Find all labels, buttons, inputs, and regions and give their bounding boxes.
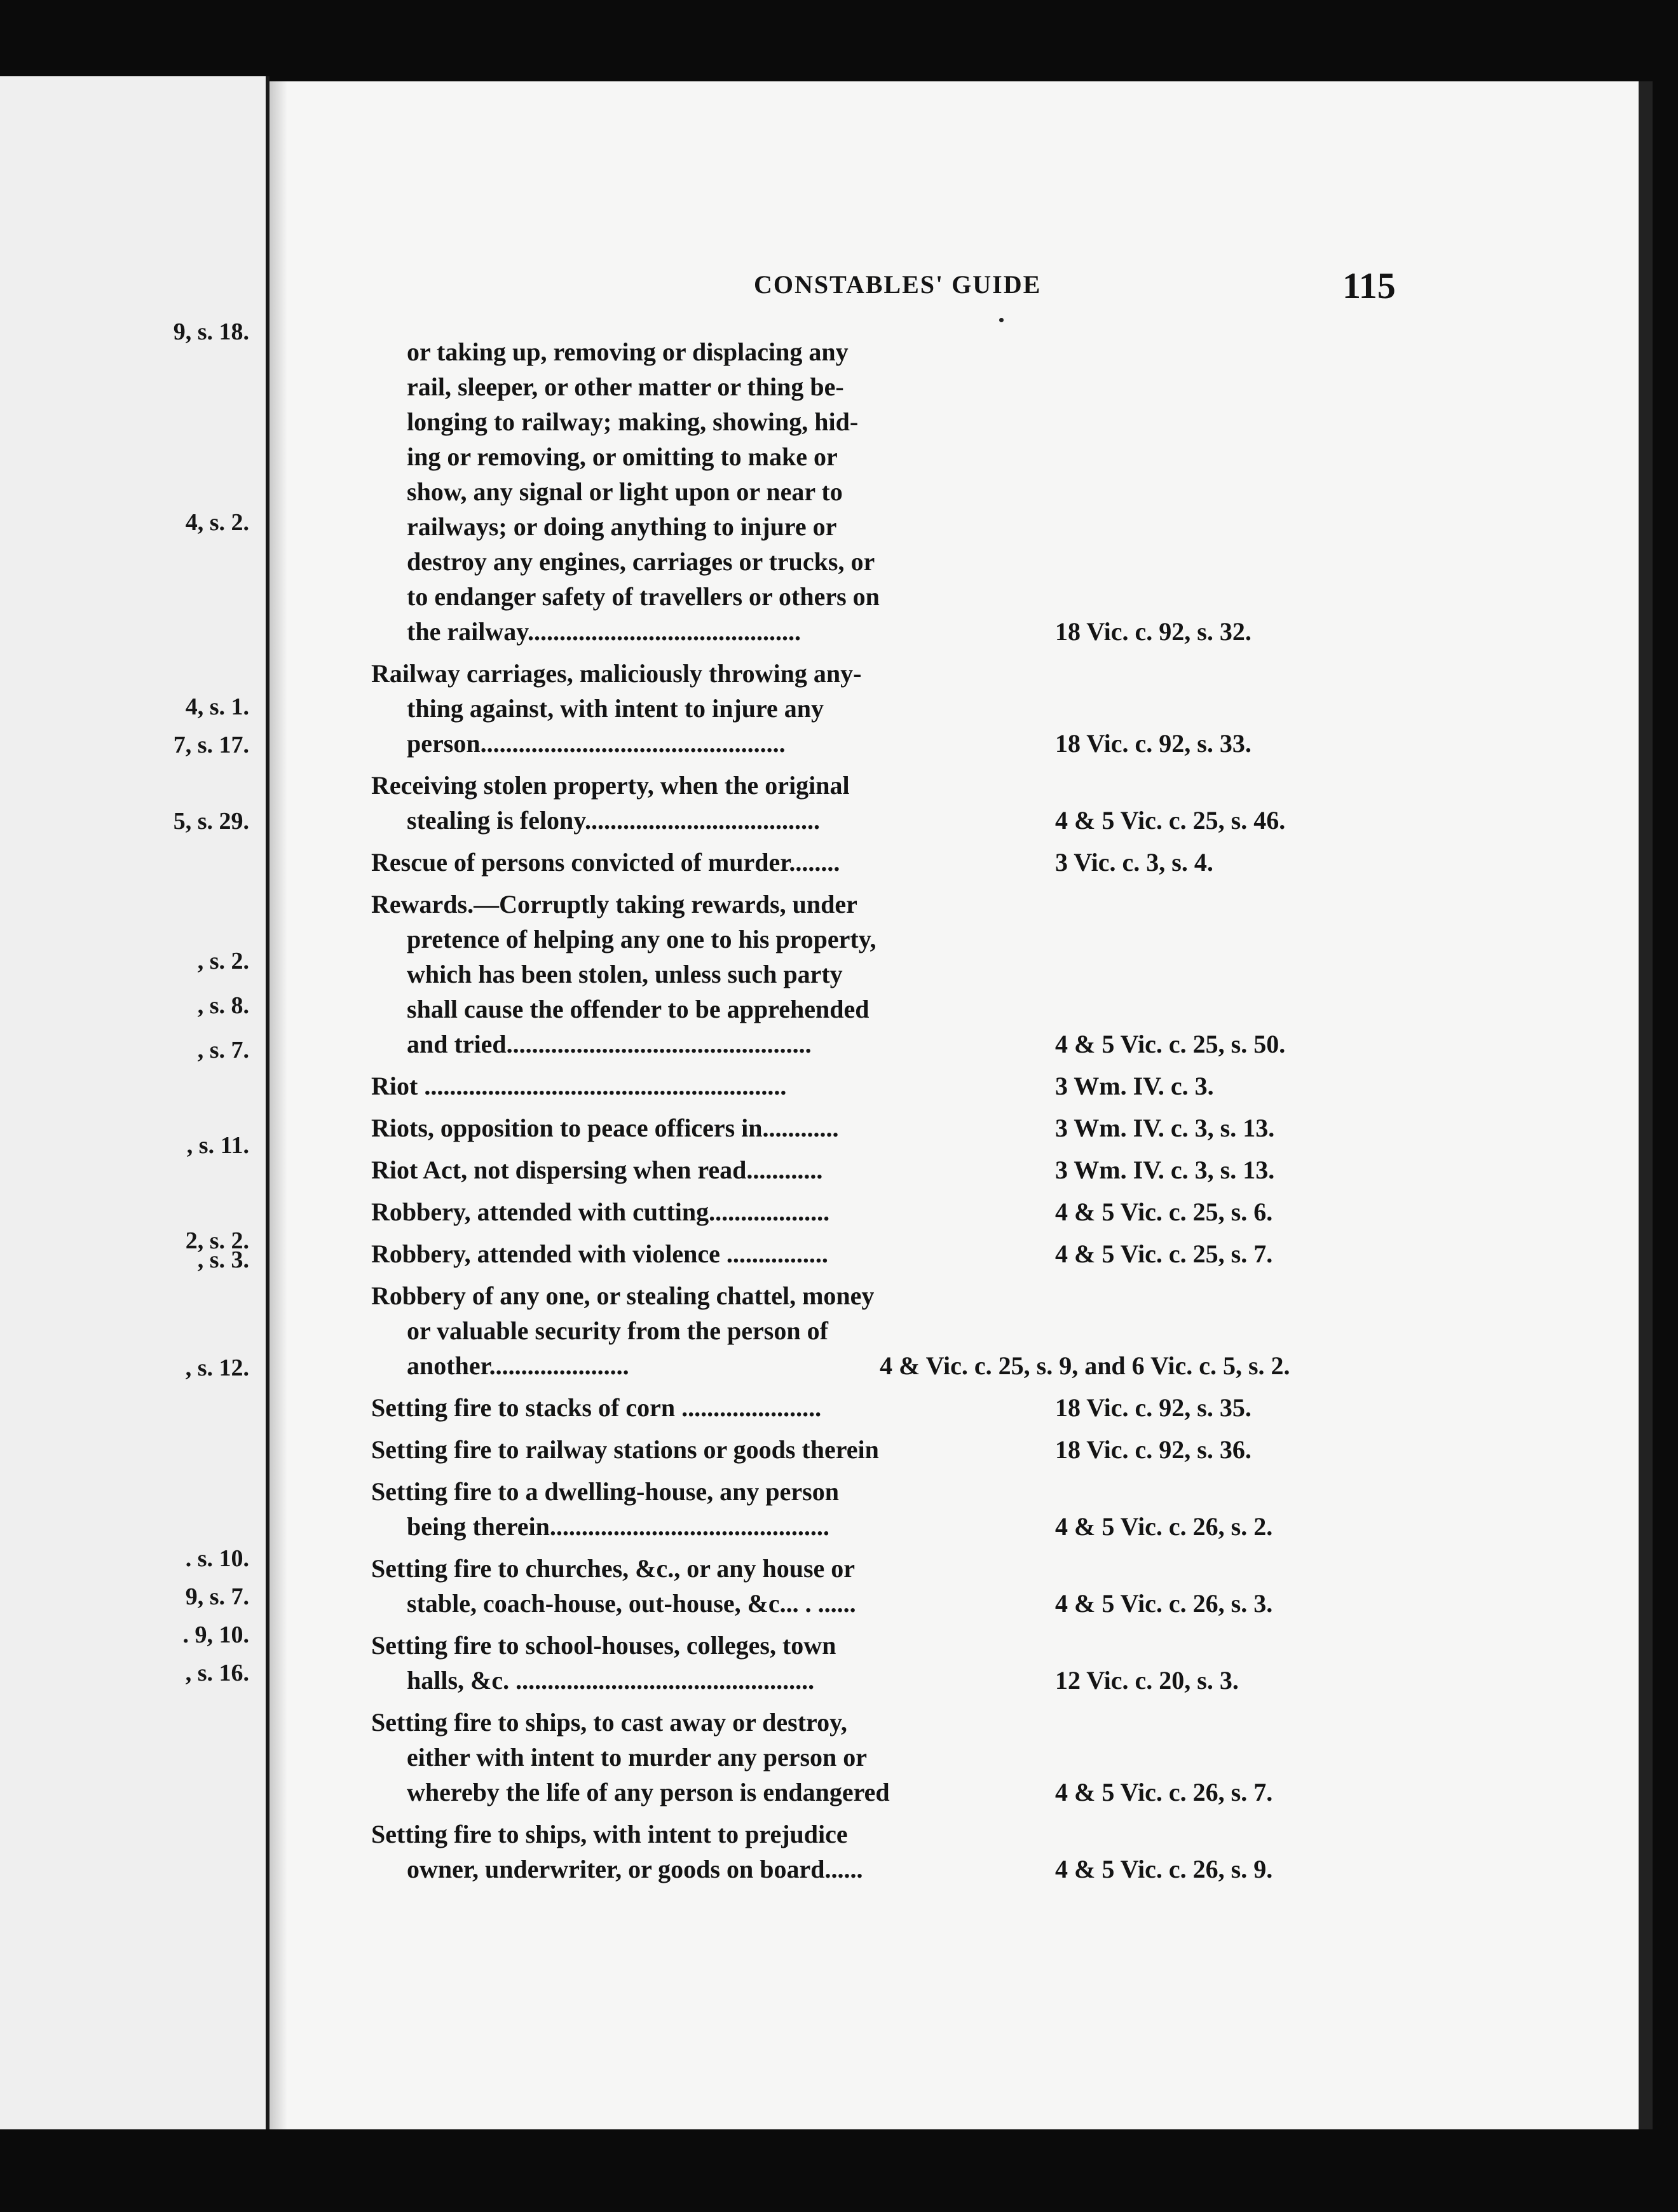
entry-line	[371, 1852, 1515, 1887]
entry-text: stable, coach-house, out-house, &c... . ......	[407, 1589, 856, 1618]
entry-text: Riots, opposition to peace officers in............	[371, 1114, 839, 1142]
index-entry	[371, 887, 1515, 1062]
entry-text: Setting fire to ships, with intent to prejudice	[371, 1820, 848, 1848]
entry-text: whereby the life of any person is endangered	[407, 1778, 890, 1806]
entry-line	[371, 1551, 1515, 1586]
facing-page-reference-fragment: . 9, 10.	[182, 1621, 249, 1648]
entry-line	[371, 887, 1515, 922]
statute-reference: 18 Vic. c. 92, s. 35.	[1055, 1393, 1252, 1422]
entry-text: or taking up, removing or displacing any	[407, 338, 849, 366]
entry-line	[371, 957, 1515, 992]
facing-page-reference-fragment: . s. 10.	[185, 1545, 249, 1572]
entry-line	[371, 803, 1515, 838]
facing-page-reference-fragment: 9, s. 18.	[173, 318, 249, 345]
entry-line	[371, 1740, 1515, 1775]
entry-text: Riot .........................................................	[371, 1072, 787, 1100]
facing-page-reference-fragment: , s. 11.	[186, 1132, 249, 1159]
entry-text: Setting fire to churches, &c., or any house or	[371, 1554, 856, 1583]
entry-line	[371, 439, 1515, 474]
entry-text: Setting fire to ships, to cast away or destroy,	[371, 1708, 847, 1737]
entry-text: Setting fire to stacks of corn ......................	[371, 1393, 822, 1422]
statute-reference: 3 Wm. IV. c. 3, s. 13.	[1055, 1156, 1275, 1184]
entry-line	[371, 1474, 1515, 1509]
entry-line	[371, 1509, 1515, 1544]
statute-reference: 4 & Vic. c. 25, s. 9, and 6 Vic. c. 5, s. 2.	[880, 1351, 1290, 1380]
entry-text: to endanger safety of travellers or others on	[407, 582, 880, 611]
entry-text: shall cause the offender to be apprehended	[407, 995, 870, 1023]
index-entry	[371, 1817, 1515, 1887]
entry-line	[371, 579, 1515, 614]
index-entry	[371, 1068, 1515, 1103]
statute-reference: 4 & 5 Vic. c. 26, s. 3.	[1055, 1589, 1273, 1618]
entry-line	[371, 1390, 1515, 1425]
entry-text: show, any signal or light upon or near to	[407, 477, 843, 506]
statute-reference: 4 & 5 Vic. c. 25, s. 46.	[1055, 806, 1286, 835]
entry-text: Setting fire to railway stations or goods therein	[371, 1435, 879, 1464]
facing-page-reference-fragment: , s. 7.	[197, 1037, 249, 1063]
index-entry	[371, 1278, 1515, 1383]
entry-text: Riot Act, not dispersing when read............	[371, 1156, 823, 1184]
entry-line	[371, 369, 1515, 404]
index-entries	[371, 334, 1515, 1894]
entry-text: Setting fire to a dwelling-house, any person	[371, 1477, 839, 1506]
facing-page-reference-fragment: , s. 3.	[197, 1246, 249, 1273]
entry-line	[371, 1586, 1515, 1621]
entry-text: halls, &c. ...............................................	[407, 1666, 815, 1695]
entry-text: the railway...........................................	[407, 617, 801, 646]
statute-reference: 3 Vic. c. 3, s. 4.	[1055, 848, 1213, 877]
entry-text: longing to railway; making, showing, hid-	[407, 407, 859, 436]
facing-page-fragment	[0, 76, 269, 2129]
entry-line	[371, 691, 1515, 726]
entry-text: thing against, with intent to injure any	[407, 694, 824, 723]
index-entry	[371, 1152, 1515, 1187]
entry-line	[371, 1152, 1515, 1187]
entry-text: which has been stolen, unless such party	[407, 960, 843, 988]
entry-line	[371, 1278, 1515, 1313]
entry-text: either with intent to murder any person or	[407, 1743, 868, 1772]
entry-line	[371, 1110, 1515, 1145]
index-entry	[371, 1194, 1515, 1229]
index-entry	[371, 1390, 1515, 1425]
entry-text: Rescue of persons convicted of murder........	[371, 848, 840, 877]
entry-text: destroy any engines, carriages or trucks, or	[407, 547, 875, 576]
index-entry	[371, 334, 1515, 649]
statute-reference: 4 & 5 Vic. c. 25, s. 6.	[1055, 1198, 1273, 1226]
entry-line	[371, 992, 1515, 1027]
entry-text: and tried................................................	[407, 1030, 812, 1058]
running-head: CONSTABLES' GUIDE	[754, 270, 1042, 299]
entry-line	[371, 1236, 1515, 1271]
entry-line	[371, 1628, 1515, 1663]
entry-line	[371, 474, 1515, 509]
statute-reference: 4 & 5 Vic. c. 26, s. 9.	[1055, 1855, 1273, 1883]
facing-page-reference-fragment: , s. 8.	[197, 992, 249, 1019]
entry-line	[371, 544, 1515, 579]
entry-line	[371, 1068, 1515, 1103]
facing-page-reference-fragment: , s. 12.	[185, 1355, 249, 1381]
entry-text: Robbery of any one, or stealing chattel, money	[371, 1281, 875, 1310]
facing-page-reference-fragment: 4, s. 1.	[185, 693, 249, 720]
entry-text: Railway carriages, maliciously throwing any-	[371, 659, 862, 688]
page-header	[269, 265, 1653, 308]
entry-text: owner, underwriter, or goods on board......	[407, 1855, 863, 1883]
statute-reference: 18 Vic. c. 92, s. 33.	[1055, 729, 1252, 758]
entry-line	[371, 614, 1515, 649]
facing-page-reference-fragment: , s. 16.	[185, 1660, 249, 1686]
entry-text: being therein............................................	[407, 1512, 829, 1541]
index-entry	[371, 1551, 1515, 1621]
entry-text: Robbery, attended with cutting...................	[371, 1198, 830, 1226]
index-entry	[371, 1705, 1515, 1810]
facing-page-reference-fragment: , s. 2.	[197, 948, 249, 974]
entry-line	[371, 1432, 1515, 1467]
entry-text: Receiving stolen property, when the original	[371, 771, 850, 800]
book-page	[269, 81, 1653, 2129]
facing-page-reference-fragment: 9, s. 7.	[185, 1583, 249, 1610]
page-edge-shadow	[1639, 81, 1653, 2129]
entry-text: railways; or doing anything to injure or	[407, 512, 837, 541]
gutter-shadow	[269, 81, 287, 2129]
index-entry	[371, 1432, 1515, 1467]
entry-line	[371, 334, 1515, 369]
entry-text: Setting fire to school-houses, colleges, town	[371, 1631, 836, 1660]
entry-line	[371, 1313, 1515, 1348]
facing-page-reference-fragment: 5, s. 29.	[173, 808, 249, 835]
index-entry	[371, 1628, 1515, 1698]
index-entry	[371, 1236, 1515, 1271]
entry-text: pretence of helping any one to his property,	[407, 925, 877, 953]
facing-page-reference-fragment: 2, s. 2.	[185, 1227, 249, 1254]
page-number: 115	[1342, 265, 1396, 306]
entry-text: rail, sleeper, or other matter or thing be-	[407, 372, 844, 401]
statute-reference: 3 Wm. IV. c. 3.	[1055, 1072, 1214, 1100]
entry-text: stealing is felony.....................................	[407, 806, 821, 835]
statute-reference: 4 & 5 Vic. c. 25, s. 50.	[1055, 1030, 1286, 1058]
entry-line	[371, 845, 1515, 880]
statute-reference: 4 & 5 Vic. c. 26, s. 2.	[1055, 1512, 1273, 1541]
entry-text: ing or removing, or omitting to make or	[407, 442, 838, 471]
entry-text: another......................	[407, 1351, 629, 1380]
entry-text: Rewards.—Corruptly taking rewards, under	[371, 890, 857, 918]
entry-line	[371, 509, 1515, 544]
entry-line	[371, 1817, 1515, 1852]
statute-reference: 18 Vic. c. 92, s. 32.	[1055, 617, 1252, 646]
statute-reference: 4 & 5 Vic. c. 25, s. 7.	[1055, 1239, 1273, 1268]
index-entry	[371, 845, 1515, 880]
entry-line	[371, 1027, 1515, 1062]
entry-line	[371, 922, 1515, 957]
statute-reference: 12 Vic. c. 20, s. 3.	[1055, 1666, 1239, 1695]
index-entry	[371, 656, 1515, 761]
ink-speck	[999, 318, 1004, 322]
statute-reference: 18 Vic. c. 92, s. 36.	[1055, 1435, 1252, 1464]
entry-line	[371, 768, 1515, 803]
facing-page-reference-fragment: 4, s. 2.	[185, 509, 249, 536]
entry-line	[371, 404, 1515, 439]
entry-line	[371, 656, 1515, 691]
index-entry	[371, 768, 1515, 838]
statute-reference: 3 Wm. IV. c. 3, s. 13.	[1055, 1114, 1275, 1142]
entry-line	[371, 1194, 1515, 1229]
index-entry	[371, 1110, 1515, 1145]
entry-text: or valuable security from the person of	[407, 1316, 828, 1345]
entry-line	[371, 1348, 1515, 1383]
entry-text: person................................................	[407, 729, 786, 758]
entry-line	[371, 1663, 1515, 1698]
entry-line	[371, 1705, 1515, 1740]
entry-line	[371, 726, 1515, 761]
statute-reference: 4 & 5 Vic. c. 26, s. 7.	[1055, 1778, 1273, 1806]
facing-page-reference-fragment: 7, s. 17.	[173, 732, 249, 758]
entry-line	[371, 1775, 1515, 1810]
index-entry	[371, 1474, 1515, 1544]
entry-text: Robbery, attended with violence ................	[371, 1239, 828, 1268]
